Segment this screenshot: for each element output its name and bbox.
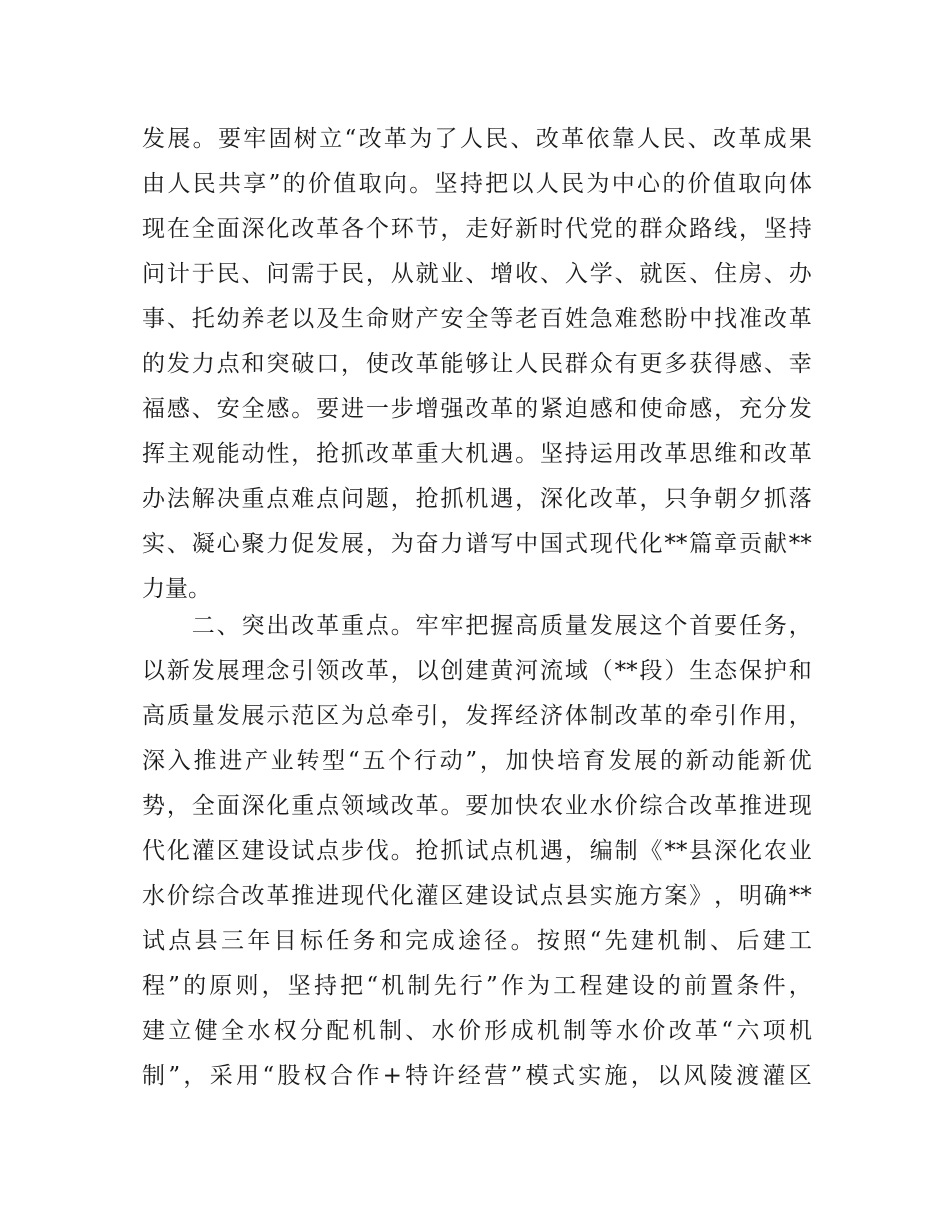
text-line: 由 人 民 共 享 ” 的 价 值 取 向 。 坚 持 把 以 人 民 为 中 心 的 价 值 取 向 体	[142, 171, 812, 197]
text-line: 水 价 综 合 改 革 推 进 现 代 化 灌 区 建 设 试 点 县 实 施 方 案 》 ， 明 确 **	[142, 883, 812, 909]
text-line: 发 展 。 要 牢 固 树 立 “ 改 革 为 了 人 民 、 改 革 依 靠 人 民 、 改 革 成 果	[142, 126, 812, 152]
text-line: 建 立 健 全 水 权 分 配 机 制 、 水 价 形 成 机 制 等 水 价 改 革 “ 六 项 机	[142, 1018, 812, 1044]
text-line: 二 、 突 出 改 革 重 点 。 牢 牢 把 握 高 质 量 发 展 这 个 首 要 任 务 ，	[191, 613, 812, 639]
text-line: 问 计 于 民 、 问 需 于 民 ， 从 就 业 、 增 收 、 入 学 、 就 医 、 住 房 、 办	[142, 261, 812, 287]
paragraph-2	[142, 604, 812, 1099]
text-line: 深 入 推 进 产 业 转 型 “ 五 个 行 动 ” ， 加 快 培 育 发 展 的 新 动 能 新 优	[142, 748, 812, 774]
paragraph-1	[142, 117, 812, 612]
text-line: 制 ” ， 采 用 “ 股 权 合 作 + 特 许 经 营 ” 模 式 实 施 ， 以 风 陵 渡 灌 区	[142, 1063, 812, 1089]
text-line: 的 发 力 点 和 突 破 口 ， 使 改 革 能 够 让 人 民 群 众 有 更 多 获 得 感 、 幸	[142, 351, 812, 377]
text-line: 程 ” 的 原 则 ， 坚 持 把 “ 机 制 先 行 ” 作 为 工 程 建 设 的 前 置 条 件 ，	[142, 973, 812, 999]
text-line: 试 点 县 三 年 目 标 任 务 和 完 成 途 径 。 按 照 “ 先 建 机 制 、 后 建 工	[142, 928, 812, 954]
text-line: 实 、 凝 心 聚 力 促 发 展 ， 为 奋 力 谱 写 中 国 式 现 代 化 ** 篇 章 贡 献 **	[142, 531, 812, 557]
text-line: 力 量 。	[142, 576, 211, 602]
text-line: 势 ， 全 面 深 化 重 点 领 域 改 革 。 要 加 快 农 业 水 价 综 合 改 革 推 进 现	[142, 793, 812, 819]
text-line: 现 在 全 面 深 化 改 革 各 个 环 节 ， 走 好 新 时 代 党 的 群 众 路 线 ， 坚 持	[142, 216, 812, 242]
text-line: 福 感 、 安 全 感 。 要 进 一 步 增 强 改 革 的 紧 迫 感 和 使 命 感 ， 充 分 发	[142, 396, 812, 422]
text-line: 挥 主 观 能 动 性 ， 抢 抓 改 革 重 大 机 遇 。 坚 持 运 用 改 革 思 维 和 改 革	[142, 441, 812, 467]
text-line: 以 新 发 展 理 念 引 领 改 革 ， 以 创 建 黄 河 流 域 （ ** 段 ） 生 态 保 护 和	[142, 658, 812, 684]
text-line: 办 法 解 决 重 点 难 点 问 题 ， 抢 抓 机 遇 ， 深 化 改 革 ， 只 争 朝 夕 抓 落	[142, 486, 812, 512]
text-line: 高 质 量 发 展 示 范 区 为 总 牵 引 ， 发 挥 经 济 体 制 改 革 的 牵 引 作 用 ，	[142, 703, 812, 729]
text-line: 事 、 托 幼 养 老 以 及 生 命 财 产 安 全 等 老 百 姓 急 难 愁 盼 中 找 准 改 革	[142, 306, 812, 332]
text-line: 代 化 灌 区 建 设 试 点 步 伐 。 抢 抓 试 点 机 遇 ， 编 制 《 ** 县 深 化 农 业	[142, 838, 812, 864]
